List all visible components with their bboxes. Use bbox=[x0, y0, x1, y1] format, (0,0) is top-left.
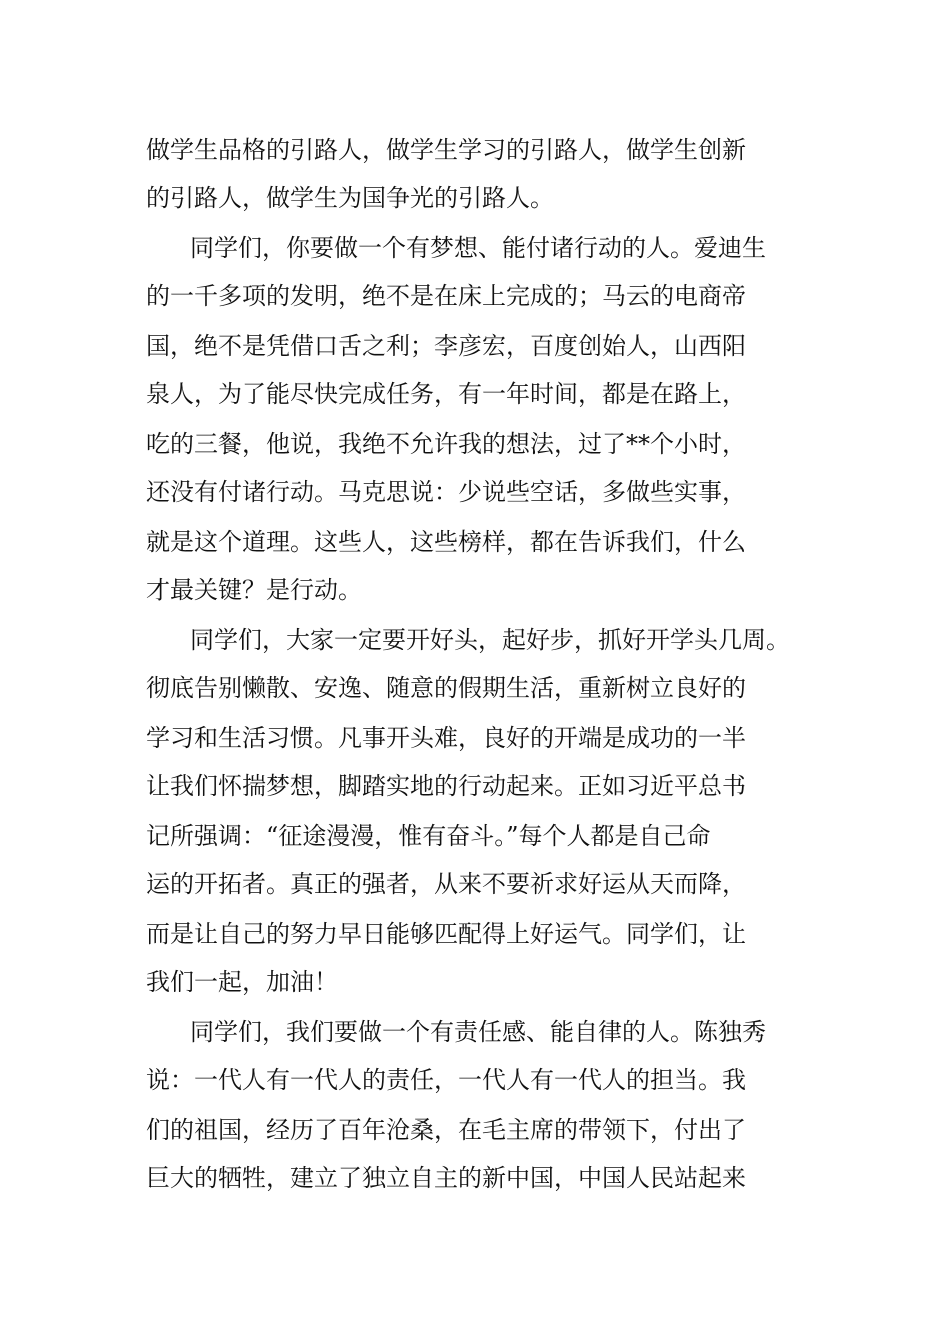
text-line: 的一千多项的发明，绝不是在床上完成的；马云的电商帝 bbox=[146, 282, 746, 310]
text-line: 吃的三餐，他说，我绝不允许我的想法，过了**个小时， bbox=[146, 430, 746, 458]
text-line: 还没有付诸行动。马克思说：少说些空话，多做些实事， bbox=[146, 478, 746, 506]
text-line: 我们一起，加油！ bbox=[146, 968, 338, 996]
text-line: 运的开拓者。真正的强者，从来不要祈求好运从天而降， bbox=[146, 870, 746, 898]
text-line: 就是这个道理。这些人，这些榜样，都在告诉我们，什么 bbox=[146, 528, 746, 556]
text-line: 才最关键？是行动。 bbox=[146, 576, 362, 604]
text-line: 的引路人，做学生为国争光的引路人。 bbox=[146, 184, 554, 212]
paragraph-first-line: 同学们，大家一定要开好头，起好步，抓好开学头几周。 bbox=[190, 626, 790, 654]
text-line: 国，绝不是凭借口舌之利；李彦宏，百度创始人，山西阳 bbox=[146, 332, 746, 360]
text-line: 泉人，为了能尽快完成任务，有一年时间，都是在路上， bbox=[146, 380, 746, 408]
text-line: 而是让自己的努力早日能够匹配得上好运气。同学们，让 bbox=[146, 920, 746, 948]
text-line: 们的祖国，经历了百年沧桑，在毛主席的带领下，付出了 bbox=[146, 1116, 746, 1144]
text-line: 做学生品格的引路人，做学生学习的引路人，做学生创新 bbox=[146, 136, 746, 164]
text-line: 让我们怀揣梦想，脚踏实地的行动起来。正如习近平总书 bbox=[146, 772, 746, 800]
text-line: 说：一代人有一代人的责任，一代人有一代人的担当。我 bbox=[146, 1066, 746, 1094]
text-line: 彻底告别懒散、安逸、随意的假期生活，重新树立良好的 bbox=[146, 674, 746, 702]
text-line: 巨大的牺牲，建立了独立自主的新中国，中国人民站起来 bbox=[146, 1164, 746, 1192]
paragraph-first-line: 同学们，你要做一个有梦想、能付诸行动的人。爱迪生 bbox=[190, 234, 766, 262]
text-line: 学习和生活习惯。凡事开头难，良好的开端是成功的一半 bbox=[146, 724, 746, 752]
paragraph-first-line: 同学们，我们要做一个有责任感、能自律的人。陈独秀 bbox=[190, 1018, 766, 1046]
text-line: 记所强调：“征途漫漫，惟有奋斗。”每个人都是自己命 bbox=[146, 822, 711, 850]
